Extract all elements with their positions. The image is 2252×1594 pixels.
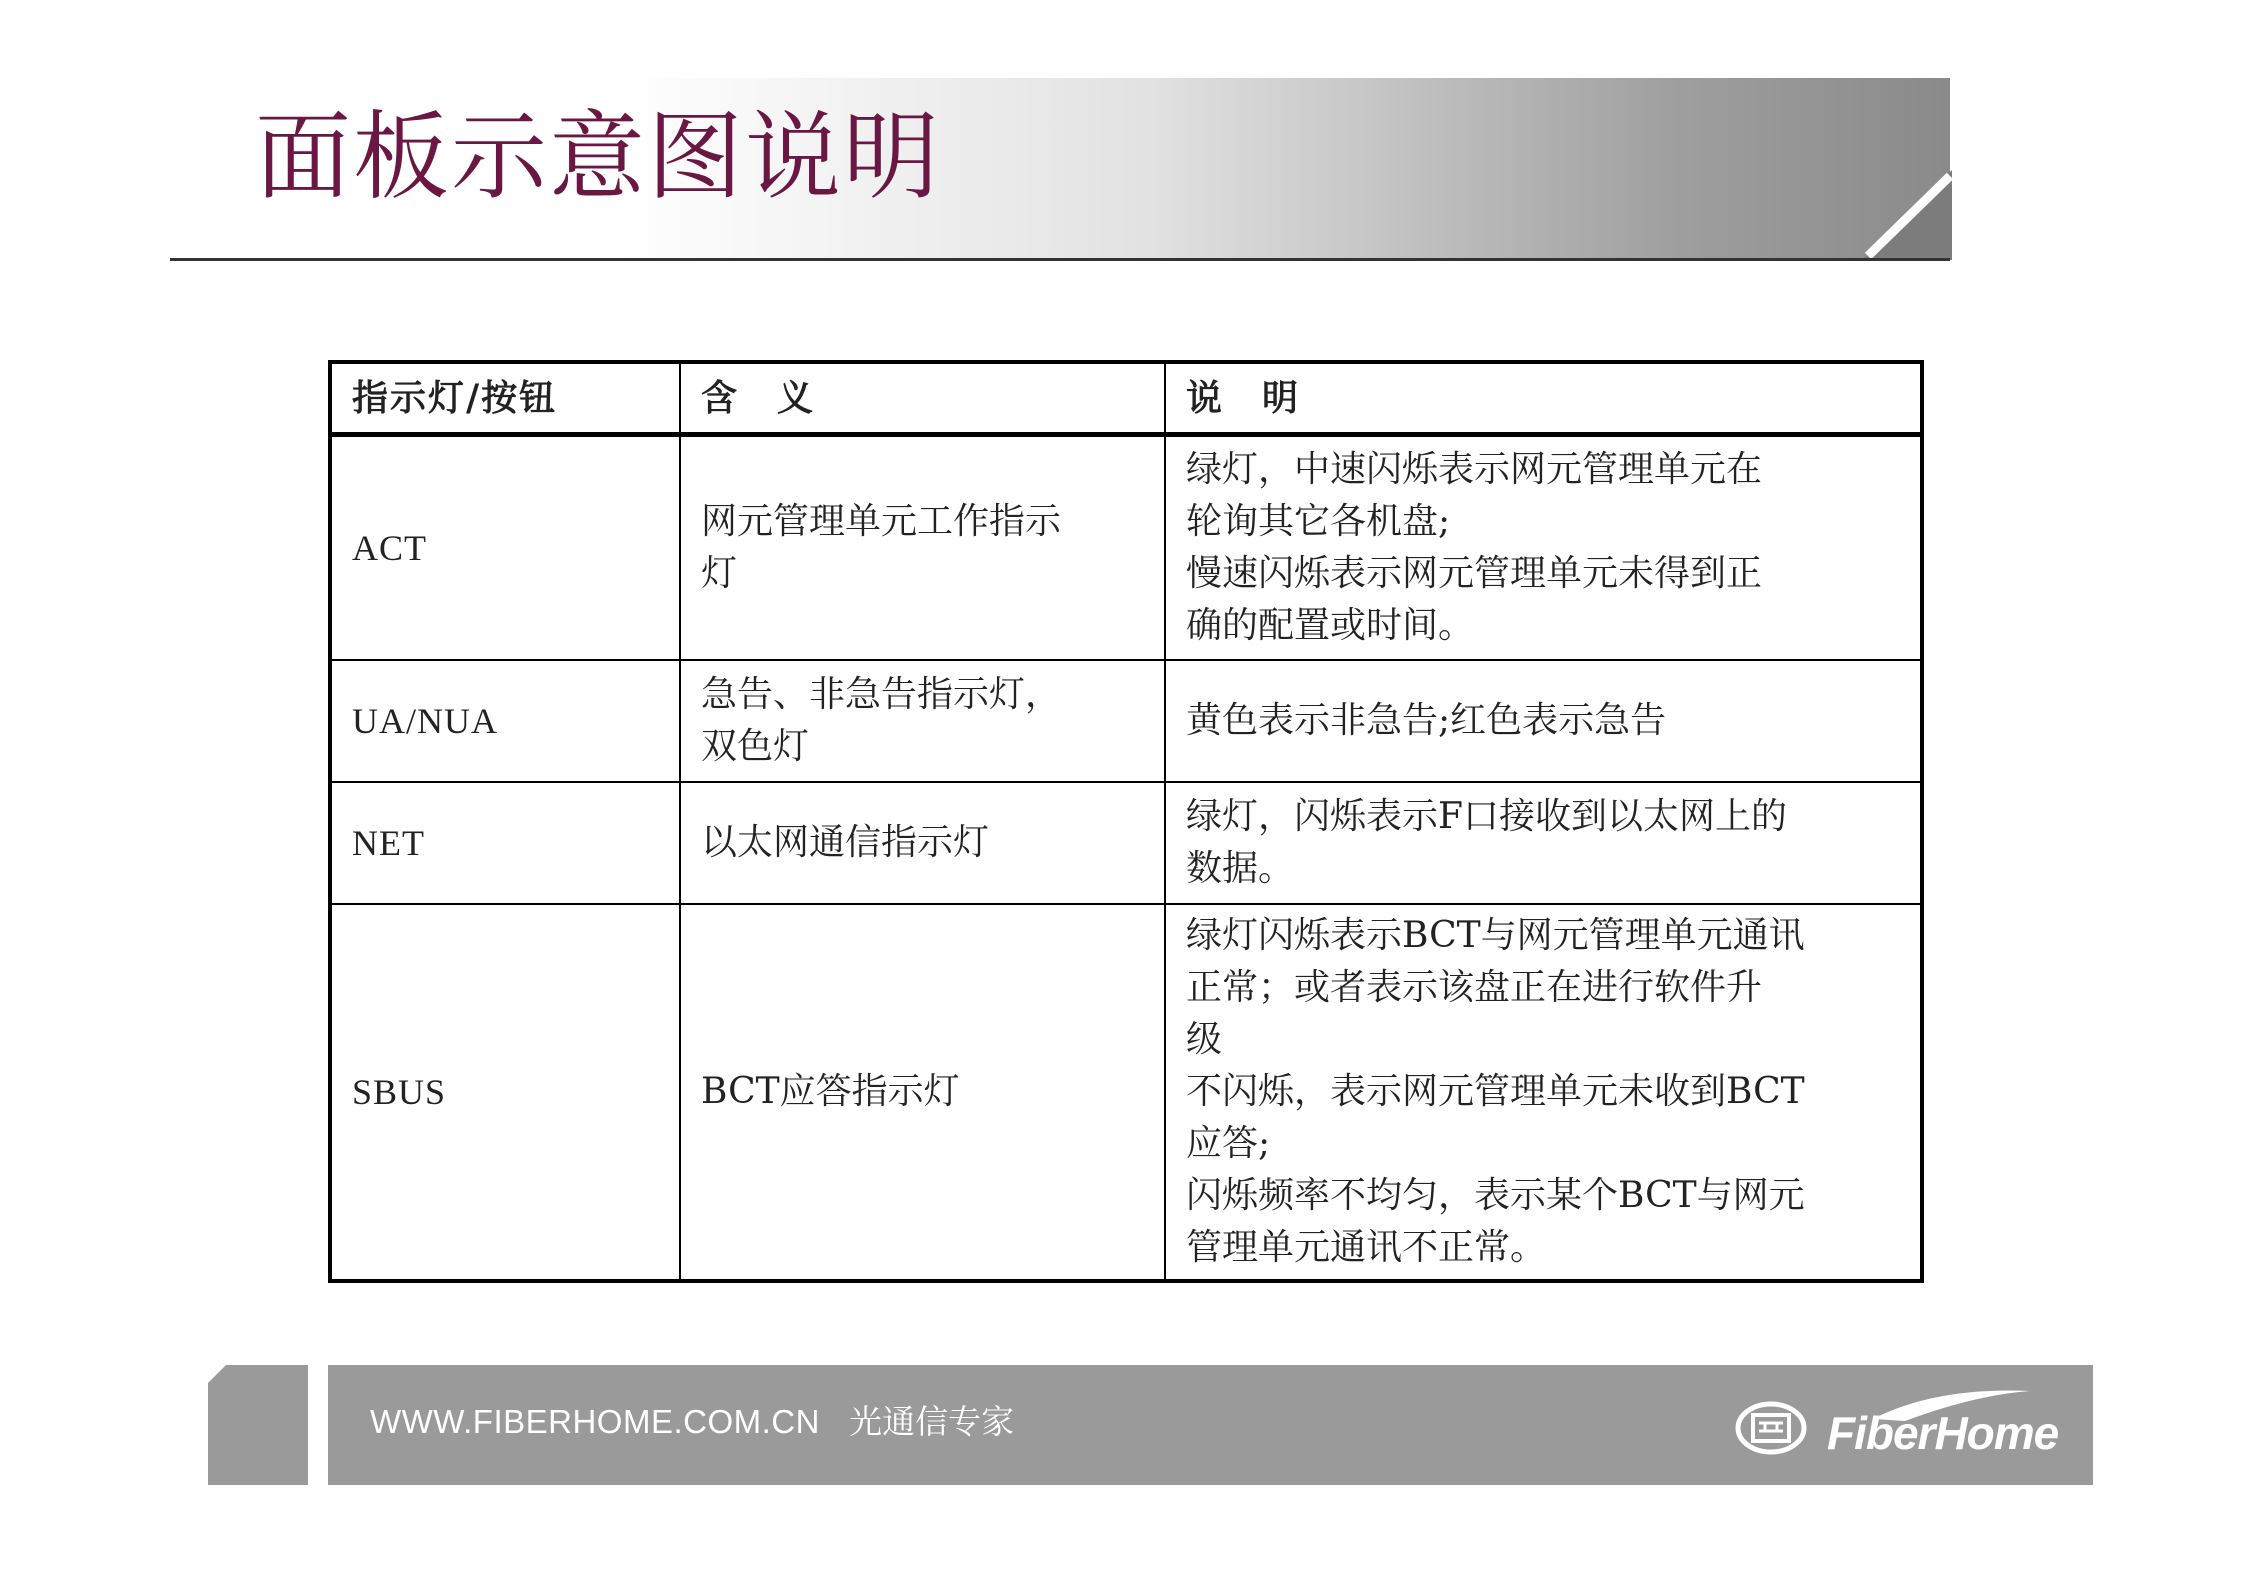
meaning-line: 急告、非急告指示灯，	[701, 674, 1062, 715]
header-rule	[170, 258, 1950, 261]
table-row	[330, 660, 1922, 782]
description-line: 应答;	[1186, 1123, 1271, 1164]
page-title: 面板示意图说明	[255, 101, 941, 213]
description-line: 管理单元通讯不正常。	[1186, 1227, 1547, 1268]
description-line: 级	[1186, 1019, 1223, 1060]
indicator-description	[1165, 782, 1922, 904]
footer-left-block	[208, 1365, 308, 1485]
indicator-code: NET	[330, 782, 680, 904]
meaning-line: BCT应答指示灯	[701, 1071, 960, 1112]
indicator-meaning	[680, 435, 1165, 661]
description-line: 闪烁频率不均匀，表示某个BCT与网元	[1186, 1175, 1805, 1216]
indicator-description	[1165, 660, 1922, 782]
fiberhome-logo	[1735, 1385, 2059, 1475]
header-meaning: 含 义	[680, 362, 1165, 435]
indicator-description	[1165, 904, 1922, 1281]
description-line: 黄色表示非急告;红色表示急告	[1186, 700, 1667, 741]
brand-name: FiberHome	[1827, 1407, 2059, 1459]
description-line: 绿灯，闪烁表示F口接收到以太网上的	[1186, 796, 1787, 837]
description-line: 正常；或者表示该盘正在进行软件升	[1186, 967, 1763, 1008]
meaning-line: 网元管理单元工作指示	[701, 501, 1062, 542]
meaning-line: 以太网通信指示灯	[701, 822, 990, 863]
table-row	[330, 904, 1922, 1281]
indicator-code: SBUS	[330, 904, 680, 1281]
description-line: 慢速闪烁表示网元管理单元未得到正	[1186, 553, 1763, 594]
table-row	[330, 435, 1922, 661]
table-row	[330, 782, 1922, 904]
indicator-meaning	[680, 904, 1165, 1281]
table-header-row	[330, 362, 1922, 435]
description-line: 确的配置或时间。	[1186, 605, 1475, 646]
description-line: 数据。	[1186, 848, 1295, 889]
website-text: WWW.FIBERHOME.COM.CN	[370, 1403, 820, 1440]
indicator-code: UA/NUA	[330, 660, 680, 782]
indicator-meaning	[680, 660, 1165, 782]
indicator-description	[1165, 435, 1922, 661]
description-line: 绿灯，中速闪烁表示网元管理单元在	[1186, 449, 1763, 490]
header-slash-decoration	[1862, 170, 1952, 260]
description-line: 绿灯闪烁表示BCT与网元管理单元通讯	[1186, 915, 1805, 956]
header-description: 说 明	[1165, 362, 1922, 435]
meaning-line: 双色灯	[701, 726, 810, 767]
slogan-text: 光通信专家	[849, 1403, 1015, 1440]
fiberhome-emblem-icon	[1735, 1401, 1807, 1455]
indicator-code: ACT	[330, 435, 680, 661]
indicator-table	[328, 360, 1924, 1283]
description-line: 不闪烁，表示网元管理单元未收到BCT	[1186, 1071, 1805, 1112]
footer-text	[370, 1400, 1014, 1444]
indicator-meaning	[680, 782, 1165, 904]
meaning-line: 灯	[701, 553, 738, 594]
header-indicator: 指示灯/按钮	[330, 362, 680, 435]
description-line: 轮询其它各机盘;	[1186, 501, 1451, 542]
